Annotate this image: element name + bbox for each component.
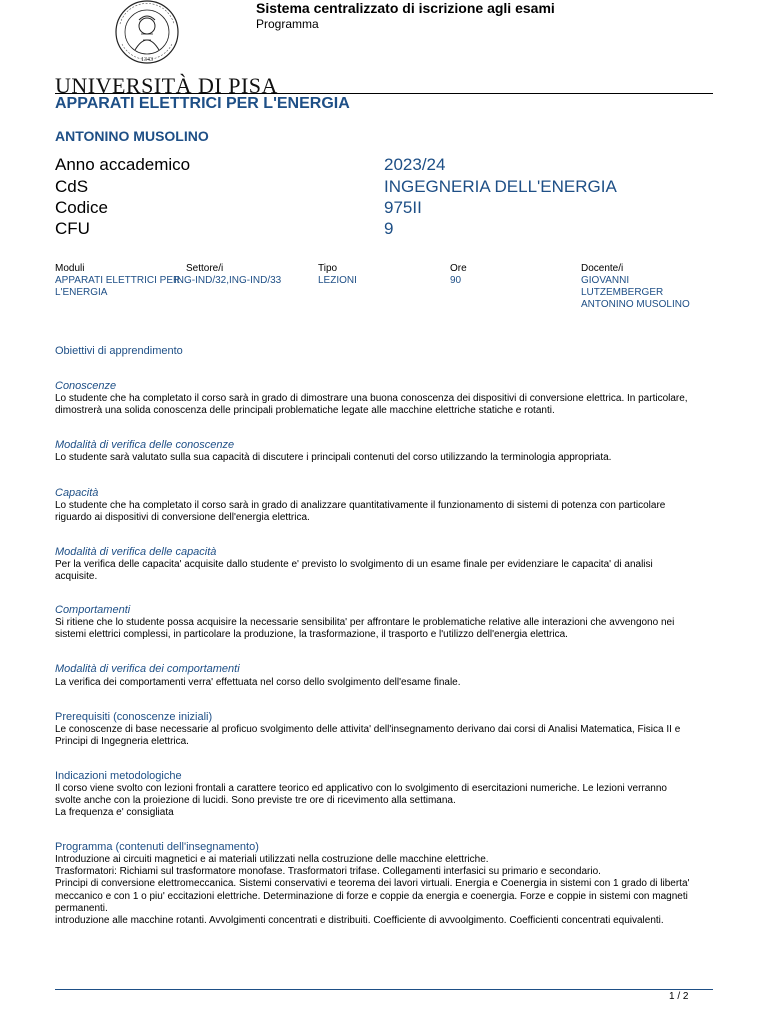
section-title-conoscenze: Conoscenze bbox=[55, 380, 117, 392]
section-body-verifica-comportamenti: La verifica dei comportamenti verra' effettuata nel corso dello svolgimento dell'esame finale. bbox=[55, 677, 461, 688]
section-body-prerequisiti: Le conoscenze di base necessarie al proficuo svolgimento delle attivita' dell'insegnamento derivano dai corsi di Analisi Matematica, Fisica II e Principi di Ingegneria elettrica. bbox=[55, 724, 681, 748]
section-title-capacita: Capacità bbox=[55, 487, 99, 499]
section-body-capacita: Lo studente che ha completato il corso sarà in grado di analizzare quantitativamente il funzionamento di sistemi di potenza con particolare riguardo ai dispositivi di conversione dell'energia elettrica. bbox=[55, 500, 666, 524]
svg-text:1343: 1343 bbox=[141, 57, 153, 63]
section-title-programma: Programma (contenuti dell'insegnamento) bbox=[55, 841, 259, 853]
section-title-verifica-conoscenze: Modalità di verifica delle conoscenze bbox=[55, 439, 235, 451]
course-title: APPARATI ELETTRICI PER L'ENERGIA bbox=[55, 95, 350, 112]
info-label-cfu: CFU bbox=[55, 219, 90, 238]
section-body-indicazioni: Il corso viene svolto con lezioni frontali a carattere teorico ed applicativo con lo svolgimento di esercitazioni numeriche. Le lezioni verranno svolte anche con la proiezione di lucidi. Sono previste tre ore di ricevimento alla settimana. La frequenza e' consigliata bbox=[55, 783, 667, 819]
section-body-programma: Introduzione ai circuiti magnetici e ai materiali utilizzati nella costruzione delle macchine elettriche. Trasformatori: Richiami sul trasformatore monofase. Trasformatori trifase. Collegamenti interfasici su primario e secondario. Principi di conversione elettromeccanica. Sistemi conservativi e teorema dei lavori virtuali. Energia e Coenergia in sistemi con 1 grado di liberta' meccanico e con 1 o piu' eccitazioni elettriche. Determinazione di forze e coppie da energia e coenergia. Forze e coppie in sistemi con magneti permanenti. introduzione alle macchine rotanti. Avvolgimenti concentrati e distribuiti. Coefficiente di avvoolgimento. Coefficienti concentrati equivalenti. bbox=[55, 854, 690, 927]
info-label-anno: Anno accademico bbox=[55, 155, 191, 174]
table-cell-docente: GIOVANNI LUTZEMBERGER ANTONINO MUSOLINO bbox=[581, 275, 690, 310]
section-body-comportamenti: Si ritiene che lo studente possa acquisire la necessarie sensibilita' per affrontare le problematiche relative alle interazioni che avvengono nei sistemi elettrici complessi, in particolare la produzione, la trasformazione, il trasporto e l'utilizzo dell'energia elettrica. bbox=[55, 617, 675, 641]
teacher-name: ANTONINO MUSOLINO bbox=[55, 128, 209, 144]
section-body-verifica-conoscenze: Lo studente sarà valutato sulla sua capacità di discutere i principali contenuti del corso utilizzando la terminologia appropriata. bbox=[55, 452, 612, 463]
university-seal-logo bbox=[110, 0, 184, 66]
table-cell-modulo: APPARATI ELETTRICI PER L'ENERGIA bbox=[55, 275, 181, 298]
system-title: Sistema centralizzato di iscrizione agli esami bbox=[256, 0, 555, 16]
table-cell-tipo: LEZIONI bbox=[318, 275, 357, 286]
objectives-heading: Obiettivi di apprendimento bbox=[55, 345, 183, 357]
table-cell-ore: 90 bbox=[450, 275, 462, 286]
section-title-verifica-capacita: Modalità di verifica delle capacità bbox=[55, 546, 217, 558]
info-value-codice: 975II bbox=[384, 198, 422, 217]
info-value-cds: INGEGNERIA DELL'ENERGIA bbox=[384, 177, 617, 196]
section-title-indicazioni: Indicazioni metodologiche bbox=[55, 770, 182, 782]
info-label-codice: Codice bbox=[55, 198, 108, 217]
university-wordmark: UNIVERSITÀ DI PISA bbox=[55, 73, 278, 98]
header-divider bbox=[55, 93, 713, 94]
info-value-anno: 2023/24 bbox=[384, 155, 446, 174]
info-value-cfu: 9 bbox=[384, 219, 394, 238]
section-body-conoscenze: Lo studente che ha completato il corso sarà in grado di dimostrare una buona conoscenza dei dispositivi di conversione elettrica. In particolare, dimostrerà una solida conoscenza delle principali problematiche legate alle macchine elettriche statiche e rotanti. bbox=[55, 393, 688, 417]
section-title-verifica-comportamenti: Modalità di verifica dei comportamenti bbox=[55, 663, 240, 675]
info-label-cds: CdS bbox=[55, 177, 89, 196]
table-header-tipo: Tipo bbox=[318, 263, 338, 274]
table-cell-settore: ING-IND/32,ING-IND/33 bbox=[174, 275, 282, 286]
table-header-moduli: Moduli bbox=[55, 263, 85, 274]
page-number: 1 / 2 bbox=[669, 991, 689, 1002]
section-title-comportamenti: Comportamenti bbox=[55, 604, 131, 616]
system-subtitle: Programma bbox=[256, 17, 319, 31]
section-title-prerequisiti: Prerequisiti (conoscenze iniziali) bbox=[55, 711, 213, 723]
section-body-verifica-capacita: Per la verifica delle capacita' acquisite dallo studente e' previsto lo svolgimento di un esame finale per evidenziare le capacita' di analisi acquisite. bbox=[55, 559, 653, 583]
footer-divider bbox=[55, 989, 713, 990]
table-header-settore: Settore/i bbox=[186, 263, 224, 274]
table-header-docente: Docente/i bbox=[581, 263, 624, 274]
table-header-ore: Ore bbox=[450, 263, 467, 274]
